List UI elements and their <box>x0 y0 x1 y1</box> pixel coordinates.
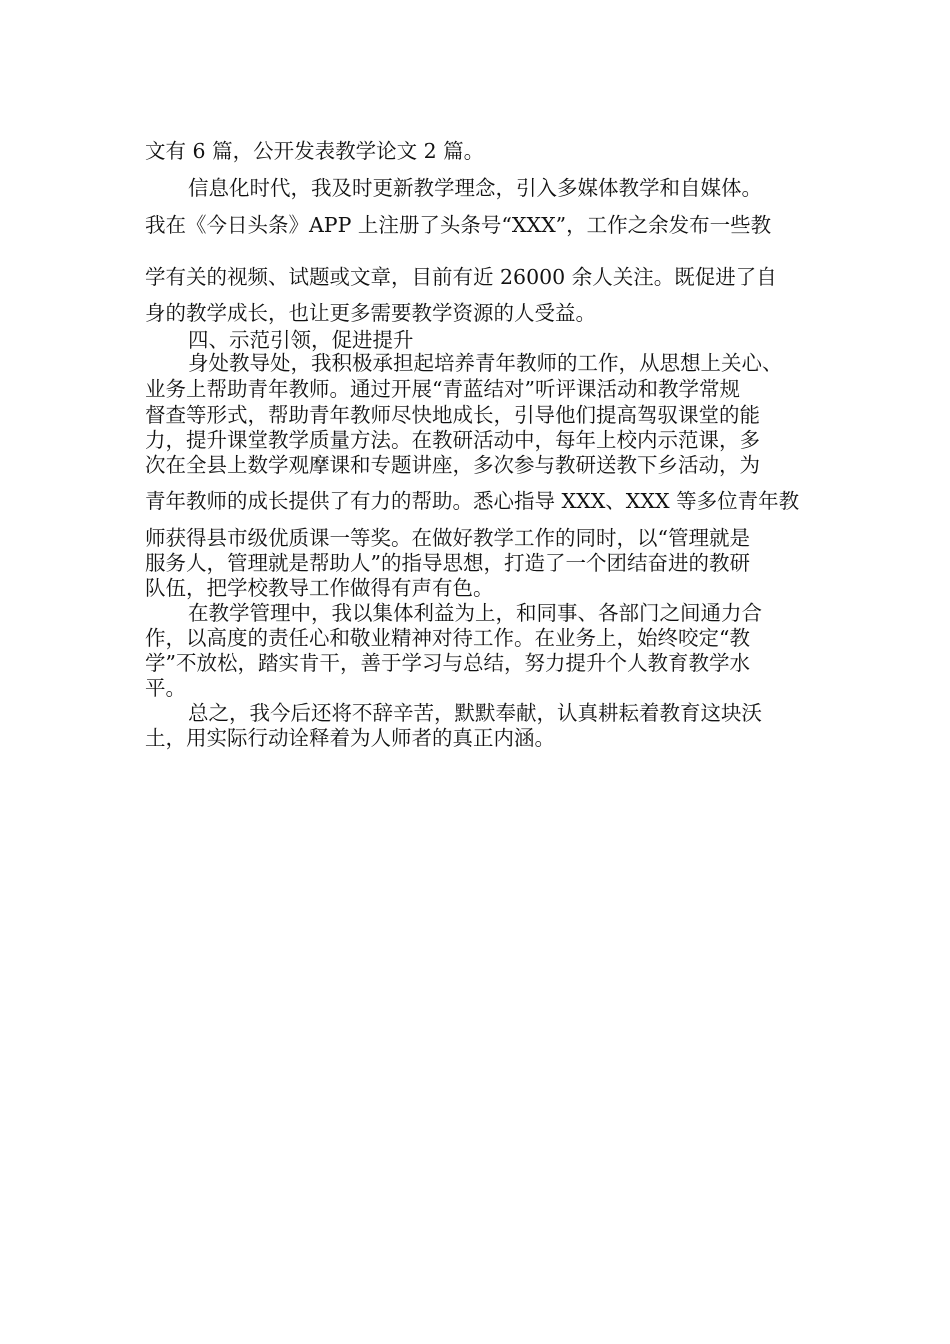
paragraph-line: 土，用实际行动诠释着为人师者的真正内涵。 <box>145 726 555 750</box>
paragraph-line: 次在全县上数学观摩课和专题讲座，多次参与教研送教下乡活动，为 <box>145 453 760 477</box>
paragraph-line: 平。 <box>145 676 186 700</box>
paragraph-line: 学”不放松，踏实肯干，善于学习与总结，努力提升个人教育教学水 <box>145 651 750 675</box>
paragraph-line: 督查等形式，帮助青年教师尽快地成长，引导他们提高驾驭课堂的能 <box>145 403 760 427</box>
paragraph-line: 学有关的视频、试题或文章，目前有近 26000 余人关注。既促进了自 <box>145 265 777 289</box>
paragraph-line: 文有 6 篇，公开发表教学论文 2 篇。 <box>145 139 485 163</box>
paragraph-line: 师获得县市级优质课一等奖。在做好教学工作的同时，以“管理就是 <box>145 526 750 550</box>
paragraph-line: 服务人，管理就是帮助人”的指导思想，打造了一个团结奋进的教研 <box>145 551 750 575</box>
paragraph-line: 力，提升课堂教学质量方法。在教研活动中，每年上校内示范课，多 <box>145 428 760 452</box>
paragraph-line: 队伍，把学校教导工作做得有声有色。 <box>145 576 494 600</box>
section-heading: 四、示范引领，促进提升 <box>188 328 414 352</box>
paragraph-line: 我在《今日头条》APP 上注册了头条号“XXX”，工作之余发布一些教 <box>145 213 772 237</box>
paragraph-line: 身的教学成长，也让更多需要教学资源的人受益。 <box>145 301 596 325</box>
paragraph-line: 业务上帮助青年教师。通过开展“青蓝结对”听评课活动和教学常规 <box>145 377 740 401</box>
paragraph-line: 作，以高度的责任心和敬业精神对待工作。在业务上，始终咬定“教 <box>145 626 750 650</box>
paragraph-line: 总之，我今后还将不辞辛苦，默默奉献，认真耕耘着教育这块沃 <box>188 701 762 725</box>
paragraph-line: 青年教师的成长提供了有力的帮助。悉心指导 XXX、XXX 等多位青年教 <box>145 489 800 513</box>
paragraph-line: 信息化时代，我及时更新教学理念，引入多媒体教学和自媒体。 <box>188 176 762 200</box>
paragraph-line: 在教学管理中，我以集体利益为上，和同事、各部门之间通力合 <box>188 601 762 625</box>
paragraph-line: 身处教导处，我积极承担起培养青年教师的工作，从思想上关心、 <box>188 351 783 375</box>
